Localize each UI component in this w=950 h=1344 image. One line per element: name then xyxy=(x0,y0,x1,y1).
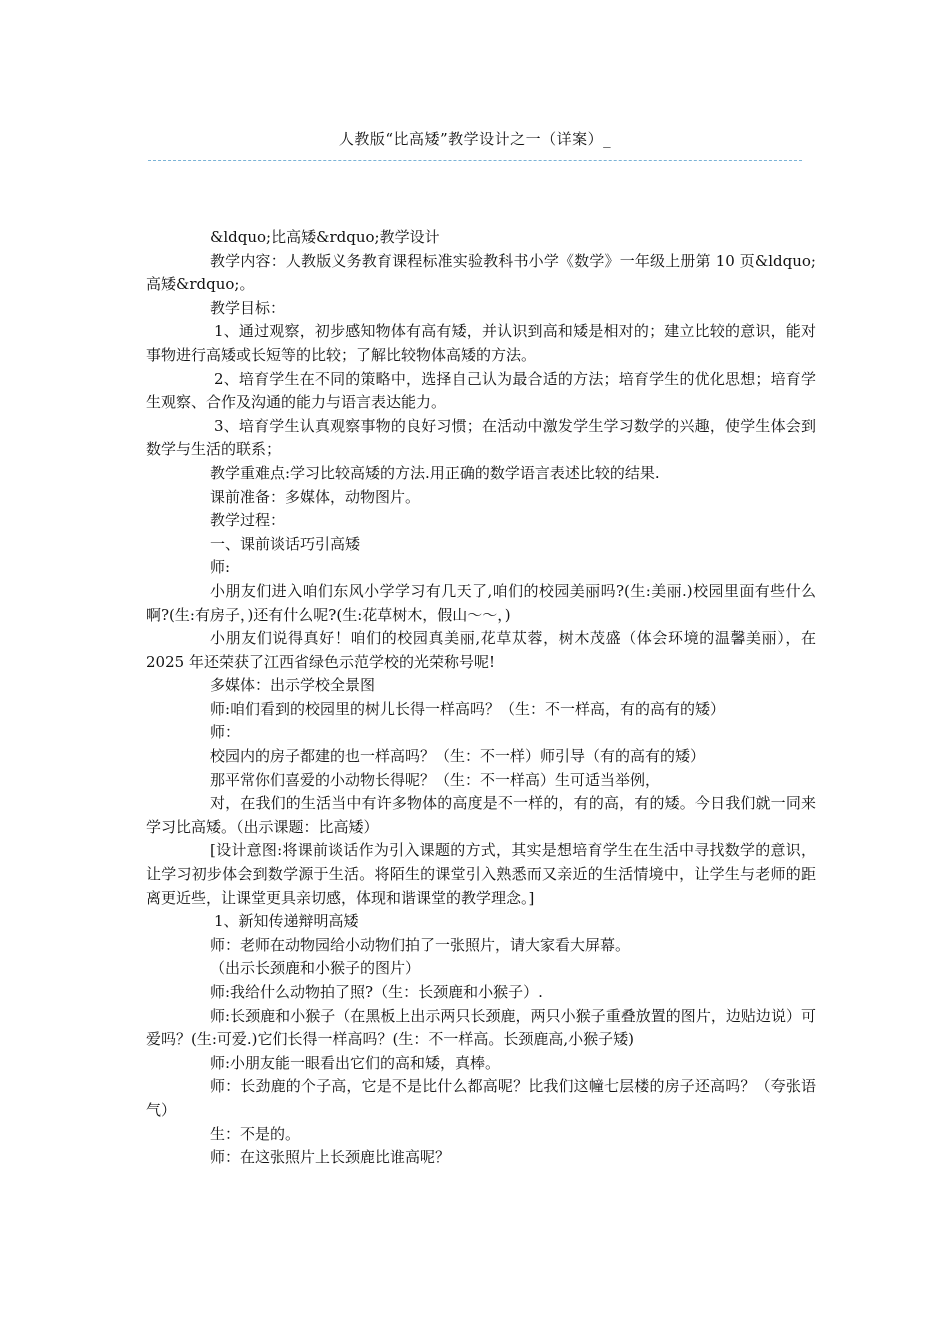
paragraph: 师：长劲鹿的个子高，它是不是比什么都高呢？比我们这幢七层楼的房子还高吗？（夸张语气） xyxy=(146,1077,816,1119)
paragraph: 小朋友们进入咱们东风小学学习有几天了,咱们的校园美丽吗?(生:美丽.)校园里面有些什么啊?(生:有房子，)还有什么呢?(生:花草树木，假山～～，) xyxy=(146,581,816,624)
paragraph: [设计意图:将课前谈话作为引入课题的方式，其实是想培育学生在生活中寻找数学的意识，让学习初步体会到数学源于生活。将陌生的课堂引入熟悉而又亲近的生活情境中，让学生与老师的距离更近些，让课堂更具亲切感，体现和谐课堂的教学理念。] xyxy=(146,841,816,907)
document-body xyxy=(146,226,816,1170)
paragraph: 多媒体：出示学校全景图 xyxy=(210,676,376,695)
document-title: 人教版“比高矮”教学设计之一（详案）_ xyxy=(338,130,612,148)
paragraph: 师: xyxy=(210,558,231,577)
paragraph: &ldquo;比高矮&rdquo;教学设计 xyxy=(210,228,440,246)
paragraph: 师:咱们看到的校园里的树儿长得一样高吗？（生：不一样高，有的高有的矮） xyxy=(210,699,726,718)
paragraph: 师:我给什么动物拍了照?（生：长颈鹿和小猴子）. xyxy=(210,983,543,1001)
paragraph: 师:长颈鹿和小猴子（在黑板上出示两只长颈鹿，两只小猴子重叠放置的图片，边贴边说）可爱吗？(生:可爱.)它们长得一样高吗？(生：不一样高。长颈鹿高,小猴子矮) xyxy=(146,1006,816,1049)
paragraph: 师：老师在动物园给小动物们拍了一张照片，请大家看大屏幕。 xyxy=(210,935,631,954)
paragraph: 1、新知传递辩明高矮 xyxy=(214,912,359,931)
paragraph: 课前准备：多媒体，动物图片。 xyxy=(210,487,421,506)
paragraph: 师:小朋友能一眼看出它们的高和矮，真棒。 xyxy=(210,1053,501,1072)
title-divider xyxy=(148,160,802,161)
paragraph: 生：不是的。 xyxy=(210,1124,301,1143)
paragraph: 校园内的房子都建的也一样高吗？（生：不一样）师引导（有的高有的矮） xyxy=(210,747,706,766)
paragraph: （出示长颈鹿和小猴子的图片） xyxy=(210,959,421,978)
paragraph: 教学目标： xyxy=(210,298,286,317)
paragraph: 对，在我们的生活当中有许多物体的高度是不一样的，有的高，有的矮。今日我们就一同来学习比高矮。（出示课题：比高矮） xyxy=(146,794,816,836)
paragraph: 小朋友们说得真好！咱们的校园真美丽,花草苁蓉，树木茂盛（体会环境的温馨美丽），在 2025 年还荣获了江西省绿色示范学校的光荣称号呢! xyxy=(146,629,816,671)
paragraph: 教学内容：人教版义务教育课程标准实验教科书小学《数学》一年级上册第 10 页&ldquo;高矮&rdquo;。 xyxy=(146,251,816,294)
paragraph: 那平常你们喜爱的小动物长得呢？（生：不一样高）生可适当举例， xyxy=(210,770,661,789)
paragraph: 1、通过观察，初步感知物体有高有矮，并认识到高和矮是相对的；建立比较的意识，能对事物进行高矮或长短等的比较；了解比较物体高矮的方法。 xyxy=(146,322,816,364)
paragraph: 一、课前谈话巧引高矮 xyxy=(210,534,361,553)
paragraph: 师： xyxy=(210,723,241,742)
paragraph: 师：在这张照片上长颈鹿比谁高呢？ xyxy=(210,1148,451,1167)
paragraph: 教学过程： xyxy=(210,511,286,530)
paragraph: 2、培育学生在不同的策略中，选择自己认为最合适的方法；培育学生的优化思想；培育学生观察、合作及沟通的能力与语言表达能力。 xyxy=(146,369,816,412)
paragraph: 教学重难点:学习比较高矮的方法.用正确的数学语言表述比较的结果. xyxy=(210,463,660,482)
paragraph: 3、培育学生认真观察事物的良好习惯；在活动中激发学生学习数学的兴趣，使学生体会到数学与生活的联系； xyxy=(146,416,816,459)
